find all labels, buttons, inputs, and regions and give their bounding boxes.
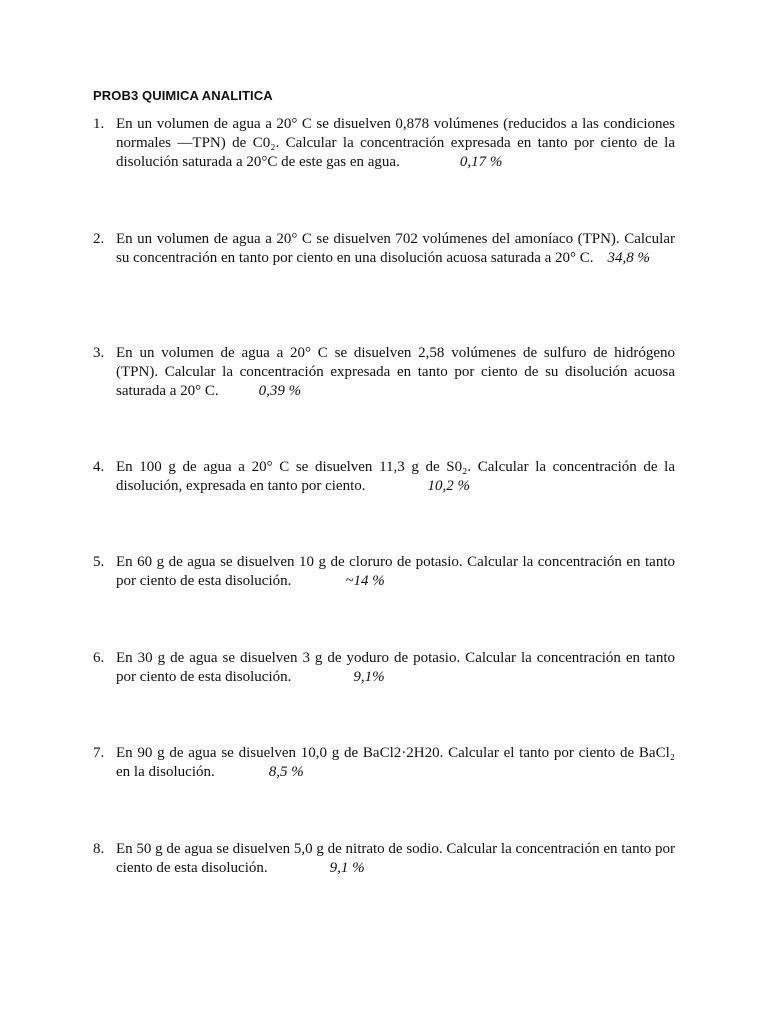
problem-statement: En 100 g de agua a 20° C se disuelven 11,3 g de S0₂. Calcular la concentración de la disolución, expresada en tanto por ciento.	[116, 459, 675, 494]
problem-text	[116, 840, 675, 878]
problem-text	[116, 553, 675, 591]
problem-answer: 9,1 %	[329, 860, 365, 876]
problem-answer: 10,2 %	[427, 478, 471, 494]
problem-statement: En 50 g de agua se disuelven 5,0 g de nitrato de sodio. Calcular la concentración en tanto por ciento de esta disolución.	[116, 841, 675, 876]
problem-answer: 8,5 %	[268, 764, 304, 780]
problem-number: 6.	[93, 650, 105, 666]
problem-number: 8.	[93, 841, 105, 857]
problem-item-5	[93, 553, 675, 591]
problem-answer: ~14 %	[345, 573, 385, 589]
problem-item-2	[93, 230, 675, 268]
problem-number: 1.	[93, 116, 105, 132]
problem-statement: En 90 g de agua se disuelven 10,0 g de BaCl2·2H20. Calcular el tanto por ciento de BaCl₂ en la disolución.	[116, 745, 675, 780]
problem-text	[116, 744, 675, 782]
problem-number: 3.	[93, 345, 105, 361]
problem-number: 2.	[93, 231, 105, 247]
problem-number: 5.	[93, 554, 105, 570]
problem-text	[116, 230, 675, 268]
problem-answer: 0,17 %	[459, 154, 503, 170]
problem-answer: 0,39 %	[258, 383, 302, 399]
problem-answer: 9,1%	[353, 669, 385, 685]
problem-statement: En un volumen de agua a 20° C se disuelven 2,58 volúmenes de sulfuro de hidrógeno (TPN). Calcular la concentración expresada en tanto por ciento de su disolución acuosa saturada a 20° C.	[116, 345, 675, 399]
problem-text	[116, 115, 675, 172]
problem-item-6	[93, 649, 675, 687]
problem-item-8	[93, 840, 675, 878]
problem-text	[116, 458, 675, 496]
problem-item-4	[93, 458, 675, 496]
problem-item-3	[93, 344, 675, 401]
problem-text	[116, 344, 675, 401]
document-title: PROB3 QUIMICA ANALITICA	[93, 88, 273, 103]
problem-statement: En un volumen de agua a 20° C se disuelven 0,878 volúmenes (reducidos a las condiciones normales —TPN) de C0₂. Calcular la concentración expresada en tanto por ciento de la disolución saturada a 20°C de este gas en agua.	[116, 116, 675, 170]
problem-item-7	[93, 744, 675, 782]
problem-text	[116, 649, 675, 687]
problem-number: 7.	[93, 745, 105, 761]
problem-statement: En 60 g de agua se disuelven 10 g de cloruro de potasio. Calcular la concentración en tanto por ciento de esta disolución.	[116, 554, 675, 589]
problem-statement: En un volumen de agua a 20° C se disuelven 702 volúmenes del amoníaco (TPN). Calcular su concentración en tanto por ciento en una disolución acuosa saturada a 20° C.	[116, 231, 675, 266]
problem-statement: En 30 g de agua se disuelven 3 g de yoduro de potasio. Calcular la concentración en tanto por ciento de esta disolución.	[116, 650, 675, 685]
problem-answer: 34,8 %	[607, 250, 651, 266]
problem-item-1	[93, 115, 675, 172]
problem-number: 4.	[93, 459, 105, 475]
